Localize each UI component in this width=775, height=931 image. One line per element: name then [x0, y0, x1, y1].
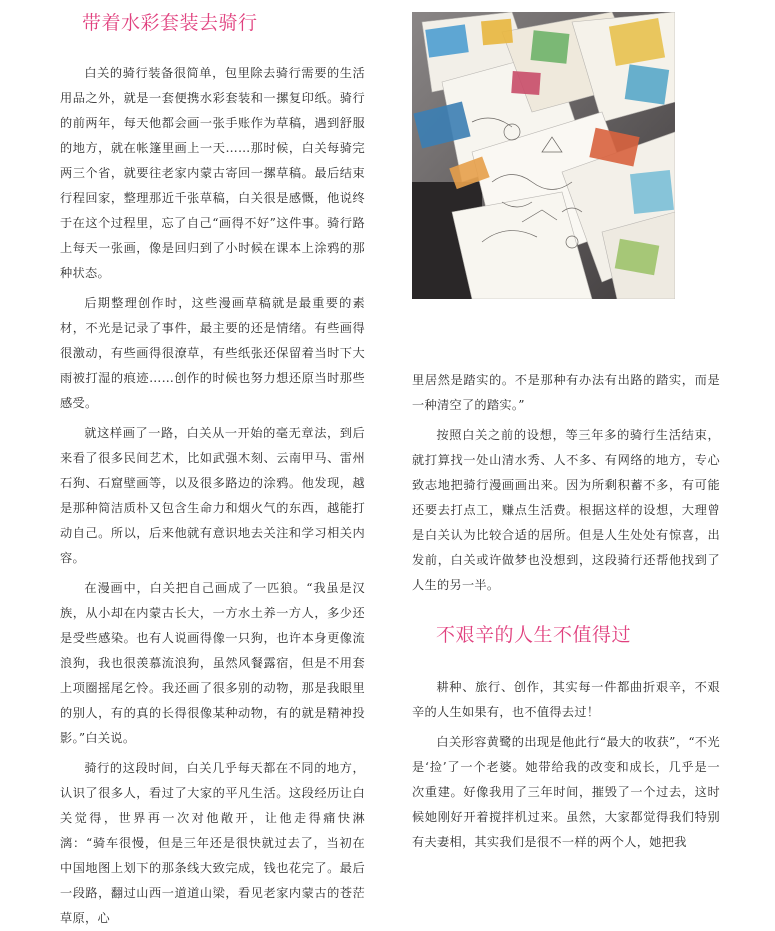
- photo-illustration: [412, 12, 675, 299]
- section-heading-hardship: 不艰辛的人生不值得过: [436, 624, 632, 646]
- sketch-pile-photo: [412, 12, 675, 299]
- left-column: [60, 8, 365, 931]
- paragraph: 骑行的这段时间，白关几乎每天都在不同的地方，认识了很多人，看过了大家的平凡生活。这段经历让白关觉得，世界再一次对他敞开，让他走得痛快淋漓：“骑车很慢，但是三年还是很快就过去了，当初在中国地图上划下的那条线大致完成，钱也花完了。最后一段路，翻过山西一道道山梁，看见老家内蒙古的苍茫草原，心: [60, 761, 365, 925]
- paragraph: 白关形容黄鹭的出现是他此行“最大的收获”，“不光是‘捡’了一个老婆。她带给我的改变和成长，几乎是一次重建。好像我用了三年时间，摧毁了一个过去，这时候她刚好开着搅拌机过来。虽然，大家都觉得我们特别有夫妻相，其实我们是很不一样的两个人，她把我: [412, 735, 720, 849]
- paragraph: 白关的骑行装备很简单，包里除去骑行需要的生活用品之外，就是一套便携水彩套装和一摞复印纸。骑行的前两年，每天他都会画一张手账作为草稿，遇到舒服的地方，就在帐篷里画上一天……那时候，白关每骑完两三个省，就要往老家内蒙古寄回一摞草稿。最后结束行程回家，整理那近千张草稿，白关很是感慨，他说终于在这个过程里，忘了自己“画得不好”这件事。骑行路上每天一张画，像是回归到了小时候在课本上涂鸦的那种状态。: [60, 66, 365, 280]
- right-column: [412, 368, 720, 855]
- paragraph: 在漫画中，白关把自己画成了一匹狼。“我虽是汉族，从小却在内蒙古长大，一方水土养一方人，多少还是受些感染。也有人说画得像一只狗，也许本身更像流浪狗，我也很羡慕流浪狗，虽然风餐露宿，但是不用套上项圈摇尾乞怜。我还画了很多别的动物，那是我眼里的别人，有的真的长得很像某种动物，有的就是精神投影。”白关说。: [60, 581, 365, 745]
- paragraph: 就这样画了一路，白关从一开始的毫无章法，到后来看了很多民间艺术，比如武强木刻、云南甲马、雷州石狗、石窟壁画等，以及很多路边的涂鸦。他发现，越是那种简洁质朴又包含生命力和烟火气的东西，越能打动自己。所以，后来他就有意识地去关注和学习相关内容。: [60, 426, 365, 565]
- paragraph: 按照白关之前的设想，等三年多的骑行生活结束，就打算找一处山清水秀、人不多、有网络的地方，专心致志地把骑行漫画画出来。因为所剩积蓄不多，有可能还要去打点工，赚点生活费。根据这样的设想，大理曾是白关认为比较合适的居所。但是人生处处有惊喜，出发前，白关或许做梦也没想到，这段骑行还帮他找到了人生的另一半。: [412, 428, 720, 592]
- section-heading-cycling: 带着水彩套装去骑行: [82, 12, 258, 34]
- paragraph: 耕种、旅行、创作，其实每一件都曲折艰辛，不艰辛的人生如果有，也不值得去过！: [412, 680, 720, 719]
- paragraph: 后期整理创作时，这些漫画草稿就是最重要的素材，不光是记录了事件，最主要的还是情绪。有些画得很激动，有些画得很潦草，有些纸张还保留着当时下大雨被打湿的痕迹……创作的时候也努力想还原当时那些感受。: [60, 296, 365, 410]
- paragraph: 里居然是踏实的。不是那种有办法有出路的踏实，而是一种清空了的踏实。”: [412, 373, 720, 412]
